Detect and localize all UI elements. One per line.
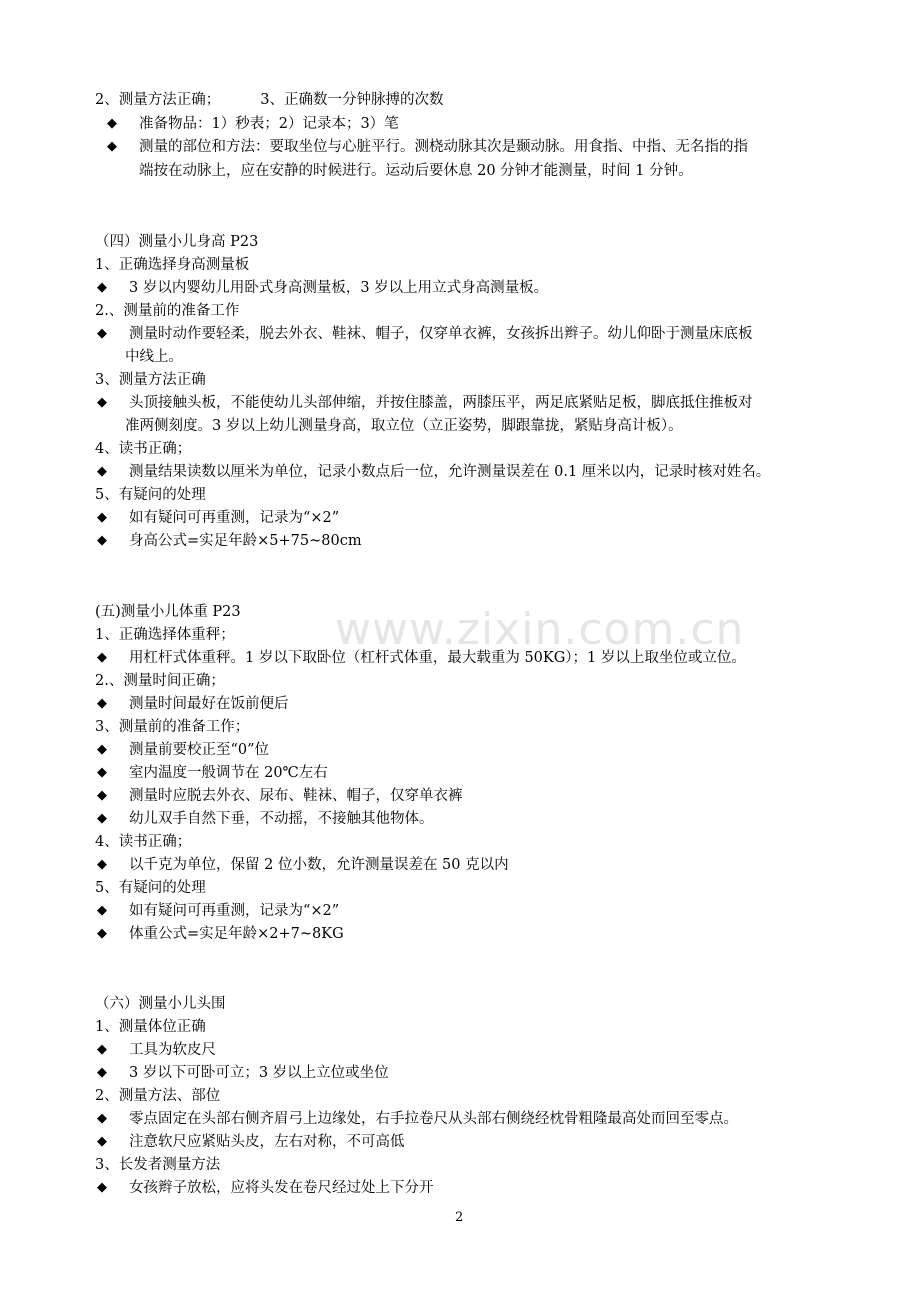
bullet-icon: ◆ [97, 696, 107, 711]
bullet-text: 测量结果读数以厘米为单位，记录小数点后一位，允许测量误差在 0.1 厘米以内，记录时核对姓名。 [129, 464, 771, 480]
bullet-text: 零点固定在头部右侧齐眉弓上边缘处，右手拉卷尺从头部右侧绕经枕骨粗隆最高处而回至零点。 [129, 1111, 738, 1127]
bullet-text: 如有疑问可再重测，记录为“×2” [129, 903, 340, 919]
bullet-text: 幼儿双手自然下垂，不动摇，不接触其他物体。 [129, 811, 434, 827]
bullet-icon: ◆ [97, 280, 107, 295]
bullet-text: 头顶接触头板，不能使幼儿头部伸缩，并按住膝盖，两膝压平，两足底紧贴足板，脚底抵住推板对 [129, 395, 753, 411]
step-heading: 4、读书正确； [95, 441, 192, 457]
bullet-icon: ◆ [97, 1065, 107, 1080]
bullet-text: 测量前要校正至“0”位 [129, 742, 270, 758]
bullet-text: 准备物品：1）秒表；2）记录本；3）笔 [139, 116, 399, 132]
method-line: 2、测量方法正确； 3、正确数一分钟脉搏的次数 [95, 92, 444, 108]
bullet-text: 测量的部位和方法：要取坐位与心脏平行。测桡动脉其次是颞动脉。用食指、中指、无名指的指 [139, 139, 748, 155]
bullet-text-continued: 准两侧刻度。3 岁以上幼儿测量身高，取立位（立正姿势，脚跟靠拢，紧贴身高计板）。 [125, 418, 683, 434]
page-number: 2 [455, 1210, 464, 1225]
bullet-icon: ◆ [107, 116, 117, 131]
bullet-icon: ◆ [97, 788, 107, 803]
step-heading: 3、长发者测量方法 [95, 1157, 221, 1173]
step-heading: 3、测量方法正确 [95, 372, 206, 388]
step-heading: 2、测量方法、部位 [95, 1088, 221, 1104]
bullet-icon: ◆ [97, 464, 107, 479]
bullet-text-continued: 中线上。 [125, 349, 183, 365]
step-heading: 4、读书正确； [95, 834, 192, 850]
bullet-text: 3 岁以内婴幼儿用卧式身高测量板，3 岁以上用立式身高测量板。 [129, 280, 549, 296]
bullet-text: 室内温度一般调节在 20℃左右 [129, 765, 328, 781]
step-heading: 1、正确选择身高测量板 [95, 257, 250, 273]
bullet-icon: ◆ [107, 139, 117, 154]
step-heading: 1、正确选择体重秤； [95, 627, 235, 643]
bullet-text: 身高公式=实足年龄×5+75~80cm [129, 533, 362, 549]
bullet-text: 女孩辫子放松，应将头发在卷尺经过处上下分开 [129, 1180, 434, 1196]
section-title: （四）测量小儿身高 P23 [95, 234, 259, 250]
bullet-text: 注意软尺应紧贴头皮，左右对称，不可高低 [129, 1134, 405, 1150]
bullet-text: 工具为软皮尺 [129, 1042, 216, 1058]
bullet-text: 如有疑问可再重测，记录为“×2” [129, 510, 340, 526]
bullet-text: 测量时间最好在饭前便后 [129, 696, 289, 712]
step-heading: 2.、测量时间正确； [95, 673, 225, 689]
bullet-icon: ◆ [97, 1180, 107, 1195]
step-heading: 5、有疑问的处理 [95, 487, 206, 503]
watermark: www.zixin.com.cn [335, 604, 745, 655]
bullet-text: 用杠杆式体重秤。1 岁以下取卧位（杠杆式体重，最大载重为 50KG）；1 岁以上取坐位或立位。 [129, 650, 746, 666]
step-heading: 2.、测量前的准备工作 [95, 303, 240, 319]
bullet-icon: ◆ [97, 650, 107, 665]
bullet-icon: ◆ [97, 395, 107, 410]
step-heading: 5、有疑问的处理 [95, 880, 206, 896]
bullet-icon: ◆ [97, 326, 107, 341]
bullet-text: 测量时应脱去外衣、尿布、鞋袜、帽子，仅穿单衣裤 [129, 788, 463, 804]
bullet-text: 3 岁以下可卧可立；3 岁以上立位或坐位 [129, 1065, 389, 1081]
bullet-icon: ◆ [97, 857, 107, 872]
bullet-icon: ◆ [97, 742, 107, 757]
bullet-icon: ◆ [97, 903, 107, 918]
bullet-icon: ◆ [97, 533, 107, 548]
bullet-text: 体重公式=实足年龄×2+7~8KG [129, 926, 344, 942]
bullet-text: 测量时动作要轻柔，脱去外衣、鞋袜、帽子，仅穿单衣裤，女孩拆出辫子。幼儿仰卧于测量床底板 [129, 326, 753, 342]
step-heading: 3、测量前的准备工作； [95, 719, 250, 735]
bullet-icon: ◆ [97, 1111, 107, 1126]
section-title: （六）测量小儿头围 [95, 996, 226, 1012]
bullet-icon: ◆ [97, 811, 107, 826]
bullet-icon: ◆ [97, 1134, 107, 1149]
step-heading: 1、测量体位正确 [95, 1019, 206, 1035]
section-title: (五)测量小儿体重 P23 [95, 604, 241, 620]
bullet-text-continued: 端按在动脉上，应在安静的时候进行。运动后要休息 20 分钟才能测量，时间 1 分钟。 [139, 163, 693, 179]
bullet-icon: ◆ [97, 765, 107, 780]
bullet-icon: ◆ [97, 926, 107, 941]
bullet-icon: ◆ [97, 510, 107, 525]
bullet-text: 以千克为单位，保留 2 位小数，允许测量误差在 50 克以内 [129, 857, 509, 873]
bullet-icon: ◆ [97, 1042, 107, 1057]
